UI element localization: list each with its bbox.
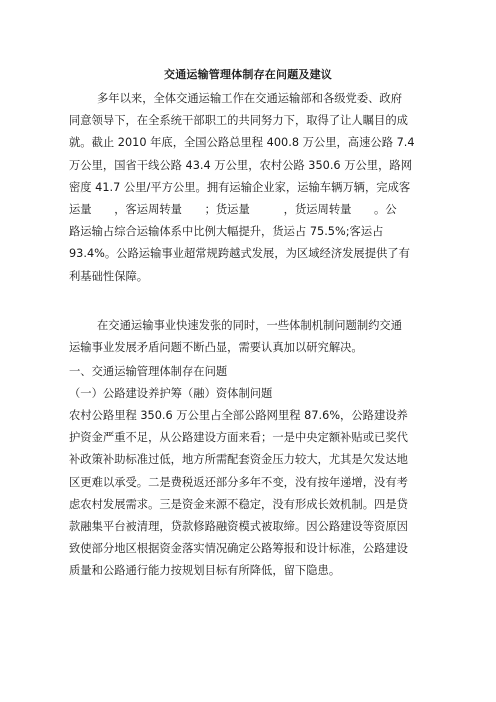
- section-heading: [69, 361, 431, 383]
- text-line: 运量 ，客运周转量 ；货运量 ，货运周转量 。公: [69, 202, 397, 216]
- heading-text: 一、交通运输管理体制存在问题: [69, 365, 228, 378]
- text-line: 区更难以承受。二是费税返还部分多年不变，没有按年递增，没有考: [69, 475, 408, 489]
- paragraph-intro: [69, 88, 431, 288]
- text-line: 护资金严重不足，从公路建设方面来看；一是中央定额补贴或已奖代: [69, 431, 408, 445]
- text-line: 密度 41.7 公里/平方公里。拥有运输企业家，运输车辆万辆，完成客: [69, 180, 411, 194]
- text-line: 同意领导下，在全系统干部职工的共同努力下，取得了让人瞩目的成: [69, 114, 408, 128]
- text-line: 虑农村发展需求。三是资金来源不稳定，没有形成长效机制。四是贷: [69, 497, 408, 511]
- text-line: 万公里，国省干线公路 43.4 万公里，农村公路 350.6 万公里，路网: [69, 158, 412, 172]
- document-title: 交通运输管理体制存在问题及建议: [164, 68, 332, 81]
- text-line: 质量和公路通行能力按规划目标有所降低，留下隐患。: [69, 564, 341, 578]
- text-line: 款融集平台被清理，贷款修路融资模式被取缔。因公路建设等资原因: [69, 519, 408, 533]
- text-line: 运输事业发展矛盾问题不断凸显，需要认真加以研究解决。: [69, 341, 363, 355]
- heading-text: （一）公路建设养护筹（融）资体制问题: [69, 387, 273, 400]
- paragraph-problems-intro: [69, 315, 431, 359]
- text-line: 利基础性保障。: [69, 269, 149, 283]
- subsection-heading: [69, 383, 431, 405]
- text-line: 补政策补助标准过低，地方所需配套资金压力较大，尤其是欠发达地: [69, 453, 408, 467]
- text-line: 就。截止 2010 年底，全国公路总里程 400.8 万公里，高速公路 7.4: [69, 136, 415, 150]
- paragraph-funding: [69, 405, 431, 583]
- text-line: 致使部分地区根据资金落实情况确定公路筹报和设计标准，公路建设: [69, 542, 408, 556]
- text-line: 路运输占综合运输体系中比例大幅提升，货运占 75.5%;客运占: [69, 225, 384, 239]
- text-line: 在交通运输事业快速发张的同时，一些体制机制问题制约交通: [97, 319, 403, 332]
- text-line: 农村公路里程 350.6 万公里占全部公路网里程 87.6%，公路建设养: [69, 409, 408, 422]
- text-line: 多年以来，全体交通运输工作在交通运输部和各级党委、政府: [97, 92, 403, 105]
- text-line: 93.4%。公路运输事业超常规跨越式发展，为区域经济发展提供了有: [69, 247, 410, 261]
